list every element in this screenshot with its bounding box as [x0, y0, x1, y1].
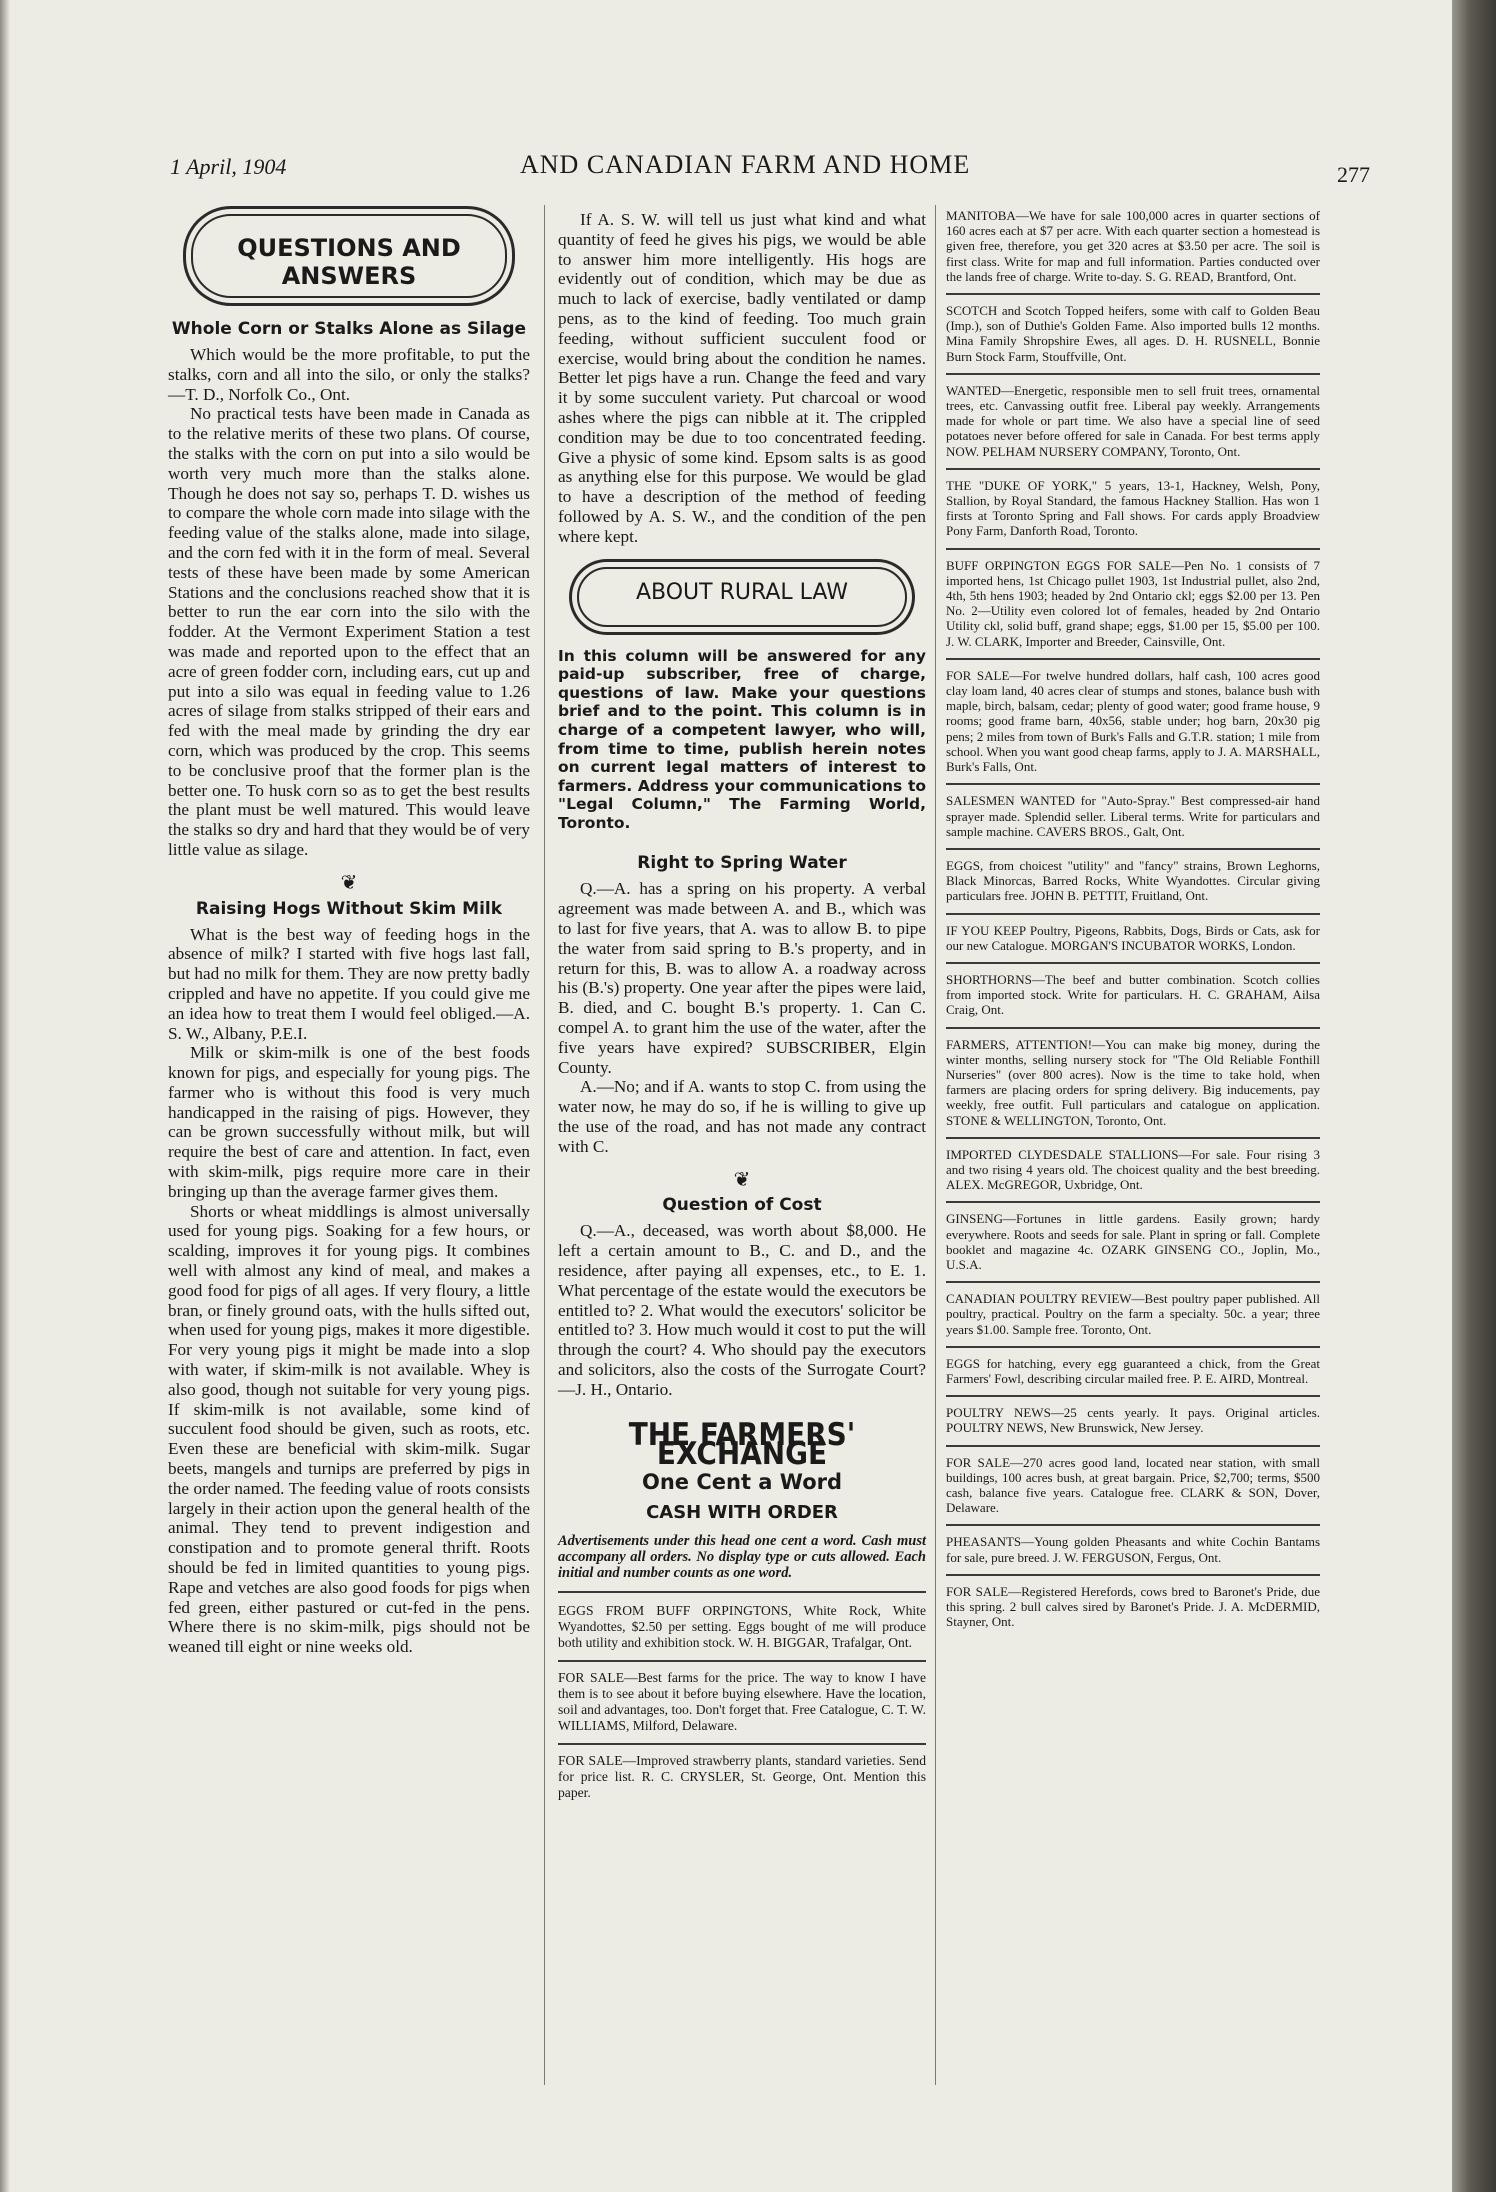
leaf-ornament-icon: ❦ — [340, 871, 358, 894]
answer-text: A.—No; and if A. wants to stop C. from using the water now, he may do so, if he is willing to give up the use of the road, and has not made any contract with C. — [558, 1077, 926, 1156]
article-heading: Raising Hogs Without Skim Milk — [195, 898, 503, 919]
issue-date: 1 April, 1904 — [170, 154, 287, 179]
classified-ad: FOR SALE—270 acres good land, located near station, with small buildings, 100 acres bush, at great bargain. Price, $2,700; terms, $500 cash, balance five years. Catalogue free. CLARK & SON, Dover, Delaware. — [946, 1445, 1320, 1516]
classified-list — [558, 1591, 926, 1801]
book-binding — [1452, 0, 1496, 2192]
column-2 — [558, 200, 926, 1801]
answer-text: Shorts or wheat middlings is almost universally used for young pigs. Soaking for a few hours, or scalding, improves it for young pigs. It combines well with almost any kind of meal, and makes a good food for pigs of all ages. If very floury, a little bran, or finely ground oats, with the hulls sifted out, when used for young pigs, makes it more digestible. For very young pigs it might be made into a slop with water, if skim-milk is not available. Whey is also good, though not suitable for very young pigs. If skim-milk is not available, some kind of succulent food should be given, such as roots, etc. Even these are beneficial with skim-milk. Sugar beets, mangels and turnips are preferred by pigs in the order named. The feeding value of roots consists largely in their action upon the general health of the animal. They tend to prevent indigestion and constipation and to promote general thrift. Roots should be fed in limited quantities to young pigs. Rape and vetches are also good foods for pigs when fed green, either pastured or cut-fed in the pens. Where there is no skim-milk, pigs should not be weaned till eight or nine weeks old. — [168, 1201, 530, 1657]
column-1 — [168, 200, 530, 1657]
classified-ad: IF YOU KEEP Poultry, Pigeons, Rabbits, Dogs, Birds or Cats, ask for our new Catalogue. MORGAN'S INCUBATOR WORKS, London. — [946, 913, 1320, 953]
answer-text: Milk or skim-milk is one of the best foods known for pigs, and especially for young pigs. The farmer who is without this food is very much handicapped in the raising of pigs. However, they can be grown successfully without milk, but will require the best of care and attention. In fact, even with skim-milk, pigs require more care in their bringing up than the average farmer gives them. — [168, 1043, 530, 1201]
classified-ad: EGGS for hatching, every egg guaranteed a chick, from the Great Farmers' Fowl, describing circular mailed free. P. E. AIRD, Montreal. — [946, 1346, 1320, 1386]
classified-ad: FOR SALE—Registered Herefords, cows bred to Baronet's Pride, due this spring. 2 bull calves sired by Baronet's Pride. J. A. McDERMID, Stayner, Ont. — [946, 1574, 1320, 1630]
article-heading: Whole Corn or Stalks Alone as Silage — [171, 319, 527, 339]
classified-ad: IMPORTED CLYDESDALE STALLIONS—For sale. Four rising 3 and two rising 4 years old. The choicest quality and the best breeding. ALEX. McGREGOR, Uxbridge, Ont. — [946, 1137, 1320, 1193]
column-rule — [544, 205, 545, 2085]
article-heading: Question of Cost — [662, 1195, 822, 1216]
classified-ad: PHEASANTS—Young golden Pheasants and white Cochin Bantams for sale, pure breed. J. W. FERGUSON, Fergus, Ont. — [946, 1524, 1320, 1564]
column-notice: In this column will be answered for any paid-up subscriber, free of charge, questions of law. Make your questions brief and to the point. This column is in charge of a competent lawyer, who will, from time to time, publish herein notes on current legal matters of interest to farmers. Address your communications to "Legal Column," The Farming World, Toronto. — [558, 646, 926, 832]
classified-ad: FARMERS, ATTENTION!—You can make big money, during the winter months, selling nursery stock for "The Old Reliable Fonthill Nurseries" (over 800 acres). Now is the time to take hold, when farmers are placing orders for spring delivery. Big inducements, pay weekly, free outfit. Full particulars and catalogue on application. STONE & WELLINGTON, Toronto, Ont. — [946, 1027, 1320, 1128]
classified-ad: THE "DUKE OF YORK," 5 years, 13-1, Hackney, Welsh, Pony, Stallion, by Royal Standard, the famous Hackney Stallion. Has won 1 firsts at Toronto Spring and Fall shows. For cards apply Broadview Pony Farm, Danforth Road, Toronto. — [946, 468, 1320, 539]
classified-ad: WANTED—Energetic, responsible men to sell fruit trees, ornamental trees, etc. Canvassing outfit free. Liberal pay weekly. Arrangements made for whole or part time. We also have a special line of seed potatoes never before offered for sale in Canada. For best terms apply NOW. PELHAM NURSERY COMPANY, Toronto, Ont. — [946, 373, 1320, 459]
column-rule — [935, 205, 936, 2085]
answer-text: No practical tests have been made in Canada as to the relative merits of these two plans. Of course, the stalks with the corn on put into a silo would be worth very much more than the stalks alone. Though he does not say so, perhaps T. D. wishes us to compare the whole corn made into silage with the feeding value of the stalks alone, made into silage, and the corn fed with it in the form of meal. Several tests of these have been made by some American Stations and the conclusions reached show that it is better to run the ear corn into the silo with the fodder. At the Vermont Experiment Station a test was made and reported upon to the effect that an acre of green fodder corn, including ears, cut up and put into a silo was equal in feeding value to 1.26 acres of silage from stalks stripped of their ears and fed with the meal made by grinding the dry ear corn, which was produced by the crop. This seems to be conclusive proof that the former plan is the better one. To husk corn so as to get the best results the plant must be well matured. This would leave the stalks so dry and hard that they would be of very little value as silage. — [168, 404, 530, 859]
exchange-terms: CASH WITH ORDER — [646, 1502, 838, 1523]
publication-title: AND CANADIAN FARM AND HOME — [520, 150, 971, 179]
classified-ad: SALESMEN WANTED for "Auto-Spray." Best compressed-air hand sprayer made. Splendid seller. Liberal terms. Write for particulars and sample machine. CAVERS BROS., Galt, Ont. — [946, 783, 1320, 839]
column-3 — [946, 200, 1320, 1629]
question-text: What is the best way of feeding hogs in the absence of milk? I started with five hogs last fall, but had no milk for them. They are now pretty badly crippled and have no appetite. If you could give me an idea how to treat them I would feel obliged.—A. S. W., Albany, P.E.I. — [168, 924, 530, 1043]
question-text: Q.—A., deceased, was worth about $8,000. He left a certain amount to B., C. and D., and the residence, after paying all expenses, etc., to E. 1. What percentage of the estate would the executors be entitled to? 2. What would the executors' solicitor be entitled to? 3. How much would it cost to put the will through the court? 4. Who should pay the executors and solicitors, also the costs of the Surrogate Court?—J. H., Ontario. — [558, 1221, 926, 1399]
classified-ad: BUFF ORPINGTON EGGS FOR SALE—Pen No. 1 consists of 7 imported hens, 1st Chicago pullet 1903, 1st Industrial pullet, also 2nd, 4th, 5th hens 1903; headed by 2nd Ontario ckl; eggs $2.00 per 13. Pen No. 2—Utility even colored lot of females, headed by 2nd Ontario Utility ckl, solid buff, grand shape; eggs, $1.00 per 15, $5.00 per 100. J. W. CLARK, Importer and Breeder, Cainsville, Ont. — [946, 548, 1320, 649]
question-text: Q.—A. has a spring on his property. A verbal agreement was made between A. and B., which was to last for five years, that A. was to allow B. to pipe the water from said spring to B.'s property, and in return for this, B. was to allow A. a roadway across his (B.'s) property. One year after the pipes were laid, B. died, and C. bought B.'s property. 1. Can C. compel A. to grant him the use of the water, after the five years have expired? SUBSCRIBER, Elgin County. — [558, 879, 926, 1077]
classified-ad: FOR SALE—For twelve hundred dollars, half cash, 100 acres good clay loam land, 40 acres clear of stumps and stones, balance bush with maple, birch, balsam, cedar; plenty of good water; good frame house, 9 rooms; good frame barn, 40x56, stable under; hog barn, 20x30 pig pens; 2 miles from town of Burk's Falls and G.T.R. station; 1 mile from school. When you want good cheap farms, apply to J. A. MARSHALL, Burk's Falls, Ont. — [946, 658, 1320, 774]
question-text: Which would be the more profitable, to put the stalks, corn and all into the silo, or only the stalks?—T. D., Norfolk Co., Ont. — [168, 345, 530, 404]
classified-ad: SCOTCH and Scotch Topped heifers, some with calf to Golden Beau (Imp.), son of Duthie's Golden Fame. Also imported bulls 12 months. Mina Family Shropshire Ewes, all ages. D. H. RUSNELL, Bonnie Burn Stock Farm, Stouffville, Ont. — [946, 293, 1320, 364]
exchange-rate: One Cent a Word — [641, 1470, 843, 1495]
classified-ad: SHORTHORNS—The beef and butter combination. Scotch collies from imported stock. Write for particulars. H. C. GRAHAM, Ailsa Craig, Ont. — [946, 962, 1320, 1018]
classified-ad: CANADIAN POULTRY REVIEW—Best poultry paper published. All poultry, practical. Poultry on the farm a specialty. 50c. a year; three years $1.00. Sample free. Toronto, Ont. — [946, 1281, 1320, 1337]
leaf-ornament-icon: ❦ — [733, 1168, 751, 1191]
running-header — [170, 150, 1370, 186]
questions-answers-banner: QUESTIONS AND ANSWERS — [191, 214, 507, 298]
classified-ad: POULTRY NEWS—25 cents yearly. It pays. Original articles. POULTRY NEWS, New Brunswick, New Jersey. — [946, 1395, 1320, 1435]
classified-ad: MANITOBA—We have for sale 100,000 acres in quarter sections of 160 acres each at $7 per acre. With each quarter section a homestead is given free, therefore, you get 320 acres at $3.50 per acre. The soil is first class. Write for map and full information. Parties conducted over the lands free of charge. Write to-day. S. G. READ, Brantford, Ont. — [946, 208, 1320, 284]
classified-ad: GINSENG—Fortunes in little gardens. Easily grown; hardy everywhere. Roots and seeds for sale. Plant in spring or fall. Complete booklet and magazine 4c. OZARK GINSENG CO., Joplin, Mo., U.S.A. — [946, 1201, 1320, 1272]
page-edge-shadow — [0, 0, 10, 2192]
classified-ad: EGGS, from choicest "utility" and "fancy" strains, Brown Leghorns, Black Minorcas, Barred Rocks, White Wyandottes. Circular giving particulars free. JOHN B. PETTIT, Fruitland, Ont. — [946, 848, 1320, 904]
classified-ad: EGGS FROM BUFF ORPINGTONS, White Rock, White Wyandottes, $2.50 per setting. Eggs bought of me will produce both utility and exhibition stock. W. H. BIGGAR, Trafalgar, Ont. — [558, 1602, 926, 1650]
classified-ad: FOR SALE—Improved strawberry plants, standard varieties. Send for price list. R. C. CRYSLER, St. George, Ont. Mention this paper. — [558, 1743, 926, 1801]
answer-text: If A. S. W. will tell us just what kind and what quantity of feed he gives his pigs, we would be able to answer him more intelligently. His hogs are evidently out of condition, which may be due as much to lack of exercise, badly ventilated or damp pens, as to the kind of feeding. Too much grain feeding, without sufficient succulent food or exercise, would bring about the condition he names. Better let pigs have a run. Change the feed and vary it by some succulent variety. Put charcoal or wood ashes where the pigs can nibble at it. The crippled condition may be due to too concentrated feeding. Give a physic of some kind. Epsom salts is as good as anything else for this purpose. We would be glad to have a description of the method of feeding followed by A. S. W., and the condition of the pen where kept. — [558, 210, 926, 546]
exchange-title: THE FARMERS' EXCHANGE — [628, 1416, 856, 1473]
rural-law-banner: ABOUT RURAL LAW — [577, 567, 907, 627]
exchange-note: Advertisements under this head one cent a word. Cash must accompany all orders. No display type or cuts allowed. Each initial and number counts as one word. — [558, 1532, 926, 1581]
page-number: 277 — [1337, 162, 1370, 187]
article-heading: Right to Spring Water — [637, 853, 847, 874]
classified-ad: FOR SALE—Best farms for the price. The way to know I have them is to see about it before buying elsewhere. Have the location, soil and advantages, too. Don't forget that. Free Catalogue, C. T. W. WILLIAMS, Milford, Delaware. — [558, 1660, 926, 1734]
